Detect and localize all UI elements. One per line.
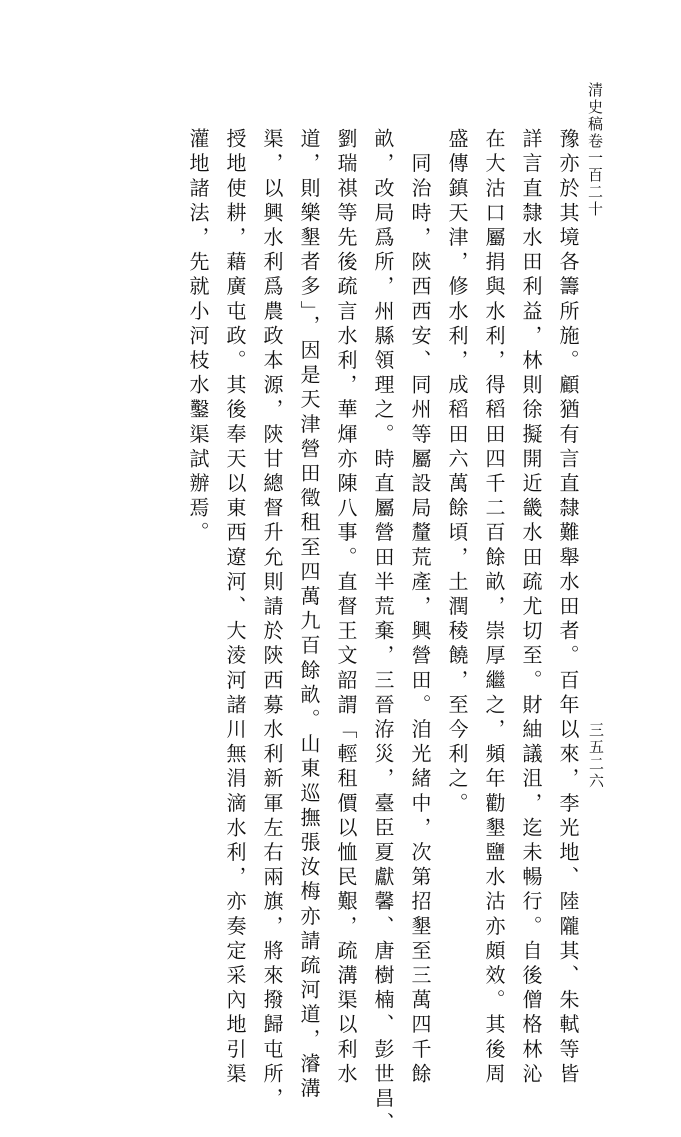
running-header: 清史稿卷一百二十 — [586, 82, 604, 218]
text-column: 詳言直隸水田利益，林則徐擬開近畿水田疏尤切至。財紬議沮，迄未暢行。自後僧格林沁 — [519, 128, 543, 1088]
text-column: 同治時，陝西西安、同州等屬設局釐荒產，興營田。洎光緒中，次第招墾至三萬四千餘 — [408, 128, 432, 1088]
text-column: 畝，改局爲所，州縣領理之。時直屬營田半荒棄，三晉洊災，臺臣夏獻馨、唐樹楠、彭世昌、 — [371, 128, 395, 1137]
text-column: 渠，以興水利爲農政本源，陝甘總督升允則請於陝西募水利新軍左右兩旗，將來撥歸屯所， — [260, 128, 284, 1112]
text-column: 授地使耕，藉廣屯政。其後奉天以東西遼河、大淩河諸川無涓滴水利，亦奏定采內地引渠 — [223, 128, 247, 1088]
text-column: 盛傳鎮天津，修水利，成稻田六萬餘頃，土潤稜饒，至今利之。 — [445, 128, 469, 817]
page-number: 三五二六 — [587, 722, 605, 790]
text-column: 劉瑞祺等先後疏言水利，華煇亦陳八事。直督王文韶謂「輕租價以恤民艱，疏溝渠以利水 — [334, 128, 358, 1088]
body-text — [186, 128, 586, 1137]
text-column: 道，則樂墾者多」，因是天津營田徵租至四萬九百餘畝。山東巡撫張汝梅亦請疏河道，濬溝 — [297, 128, 321, 1102]
text-column: 在大沽口屬捐與水利，得稻田四千二百餘畝，崇厚繼之，頻年勸墾鹽水沽亦頗效。其後周 — [482, 128, 506, 1088]
text-column: 灌地諸法，先就小河枝水鑿渠試辦焉。 — [186, 128, 210, 547]
text-column: 豫亦於其境各籌所施。顧猶有言直隸難舉水田者。百年以來，李光地、陸隴其、朱軾等皆 — [556, 128, 580, 1088]
